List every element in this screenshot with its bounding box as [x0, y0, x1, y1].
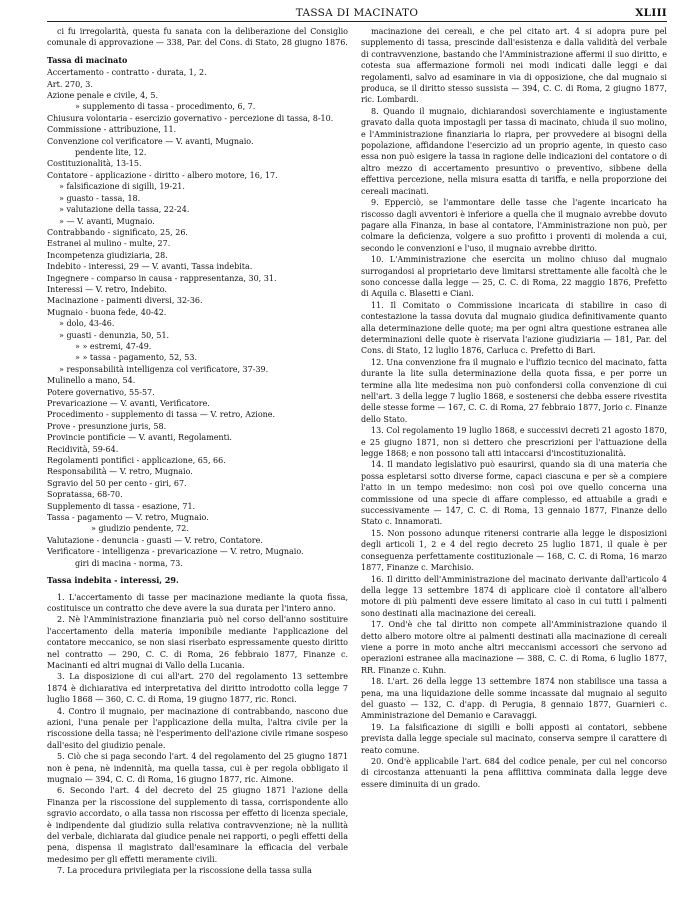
index-entry: Tassa - pagamento — V. retro, Mugnaio. [47, 513, 209, 523]
index-entry: Contrabbando - significato, 25, 26. [47, 227, 188, 237]
index-entry: Contatore - applicazione - diritto - albero motore, 16, 17. [47, 170, 278, 180]
index-entry: » valutazione della tassa, 22-24. [59, 205, 190, 215]
paragraph: 13. Col regolamento 19 luglio 1868, e successivi decreti 21 agosto 1870, e 25 giugno 1871, non si dettero che prescrizioni per l'attuazione della legge 1868; e non possono tali atti intaccarsi d'incostituzionalità. [361, 426, 667, 459]
index-entry: Mulinello a mano, 54. [47, 376, 136, 386]
left-paragraphs [47, 592, 348, 877]
index-entry: Commissione - attribuzione, 11. [47, 125, 177, 135]
index-entry: Ingegnere - comparso in causa - rappresentanza, 30, 31. [47, 273, 277, 283]
index-entry: Recidività, 59-64. [47, 444, 119, 454]
index-entry: Prove - presunzione juris, 58. [47, 421, 167, 431]
index-entry: Art. 270, 3. [47, 79, 93, 89]
running-title: TASSA DI MACINATO [295, 7, 419, 19]
index-entry: Mugnaio - buona fede, 40-42. [47, 307, 167, 317]
index-entry: Costituzionalità, 13-15. [47, 159, 142, 169]
index-entry: Azione penale e civile, 4, 5. [47, 91, 158, 101]
index-entry: giri di macina - norma, 73. [75, 558, 183, 568]
index-entry: » responsabilità intelligenza col verificatore, 37-39. [59, 364, 269, 374]
page-number: XLIII [635, 7, 667, 19]
index-entry: » » estremi, 47-49. [75, 341, 152, 351]
index-entry: Supplemento di tassa - esazione, 71. [47, 501, 196, 511]
paragraph: 3. La disposizione di cui all'art. 270 del regolamento 13 settembre 1874 è dichiarativa ed interpretativa del diritto introdotto colla legge 7 luglio 1868 — 360, C. C. di Roma, 19 giugno 1877, ric. Ronci. [47, 672, 348, 705]
subject-index [47, 67, 348, 569]
paragraph: 20. Ond'è applicabile l'art. 684 del codice penale, per cui nel concorso di circostanza attenuanti la pena afflittiva comminata dalla legge deve essere diminuita di un grado. [361, 757, 667, 789]
page-header [47, 6, 667, 22]
index-entry: Procedimento - supplemento di tassa — V. retro, Azione. [47, 410, 276, 420]
paragraph: 2. Nè l'Amministrazione finanziaria può nel corso dell'anno sostituire l'accertamento della materia imponibile mediante l'applicazione del contatore meccanico, se non siasi riserbato espressamente questo diritto nel contratto — 290, C. C. di Roma, 26 febbraio 1877, Finanze c. Macinanti ed altri mugnai di Vallo della Lucania. [47, 615, 348, 670]
right-column [361, 26, 667, 790]
index-entry: Convenzione col verificatore — V. avanti, Mugnaio. [47, 136, 254, 146]
index-entry: Regolamenti pontifici - applicazione, 65, 66. [47, 456, 226, 466]
paragraph: 5. Ciò che si paga secondo l'art. 4 del regolamento del 25 giugno 1871 non è pena, nè indennità, ma quella tassa, cui è per regola obbligato il mugnaio — 394, C. C. di Roma, 16 giugno 1877, ric. Aimone. [47, 752, 348, 784]
index-entry: Accertamento - contratto - durata, 1, 2. [47, 68, 207, 78]
paragraph: 8. Quando il mugnaio, dichiarandosi soverchiamente e ingiustamente gravato dalla quota impostagli per tassa di macinato, chiuda il suo molino, e l'Amministrazione finanziaria lo riapra, per provvedere ai bisogni della popolazione, affidandone l'esercizio ad un proprio agente, in questo caso essa non può esigere la tassa in ragione delle indicazioni del contatore o di altro mezzo di accertamento presuntivo o preventivo, sibbene della effettiva percezione, nella misura esatta di tariffa, e nella proporzione dei cereali macinati. [361, 106, 667, 196]
paragraph: macinazione dei cereali, e che pel citato art. 4 si adopra pure pel supplemento di tassa, prescinde dall'esistenza e dalla validità del verbale di contravvenzione, bastando che l'Amministrazione affermi il suo diritto, e cotesta sua affermazione formoli nei modi indicati dalle leggi e dai regolamenti, salvo ad esaminare in via di opposizione, che dal mugnaio si produca, se il diritto stesso sussista — 394, C. C. di Roma, 2 giugno 1877, ric. Lombardi. [361, 27, 667, 105]
index-entry: » — V. avanti, Mugnaio. [59, 216, 155, 226]
paragraph: 6. Secondo l'art. 4 del decreto del 25 giugno 1871 l'azione della Finanza per la riscossione del supplemento di tassa, corrispondente allo sgravio accordato, o alla tassa non riscossa per effetto di licenza speciale, è indipendente dal giudizio sulla relativa contravvenzione; nè la nullità del verbale, dichiarata dal giudice penale nei rapporti, o pegli effetti della pena, dispensa il magistrato dall'esaminare la efficacia del verbale medesimo per gli effetti meramente civili. [47, 786, 348, 864]
index-entry: Prevaricazione — V. avanti, Verificatore. [47, 399, 210, 408]
index-heading: Tassa di macinato [47, 54, 128, 65]
index-entry: » dolo, 43-46. [59, 319, 115, 329]
index-entry: Chiusura volontaria - esercizio governativo - percezione di tassa, 8-10. [47, 113, 334, 123]
left-column [47, 26, 348, 877]
index-entry: Potere governativo, 55-57. [47, 387, 155, 397]
intro-paragraph: ci fu irregolarità, questa fu sanata con la deliberazione del Consiglio comunale di approvazione — 338, Par. del Cons. di Stato, 28 giugno 1876. [47, 27, 348, 48]
paragraph: 15. Non possono adunque ritenersi contrarie alla legge le disposizioni degli articoli 1, 2 e 4 del regio decreto 25 luglio 1871, il quale è per conseguenza perfettamente costituzionale — 168, C. C. di Roma, 16 marzo 1877, Finanze c. Marchisio. [361, 528, 667, 573]
paragraph: 4. Contro il mugnaio, per macinazione di contrabbando, nascono due azioni, l'una penale per l'applicazione della multa, l'altra civile per la riscossione della tassa; nè l'esperimento dell'azione civile rimane sospeso dall'esito del giudizio penale. [47, 706, 348, 750]
index-entry: » » tassa - pagamento, 52, 53. [75, 353, 197, 363]
index-entry: » falsificazione di sigilli, 19-21. [59, 182, 185, 192]
index-heading-indebita: Tassa indebita - interessi, 29. [47, 575, 179, 586]
paragraph: 14. Il mandato legislativo può esaurirsi, quando sia di una materia che possa espletarsi sotto diverse forme, capaci ciascuna e per sè a compiere l'atto in un tempo medesimo: non così poi ove quello concerna una commissione od una specie di affare complesso, ed attuabile a gradi e successivamente — 147, C. C. di Roma, 13 gennaio 1877, Finanze dello Stato c. Innamorati. [361, 460, 667, 527]
paragraph: 7. La procedura privilegiata per la riscossione della tassa sulla [57, 866, 312, 876]
paragraph: 9. Epperciò, se l'ammontare delle tasse che l'agente incaricato ha riscosso dagli avventori è inferiore a quella che il mugnaio avrebbe dovuto pagare alla Finanza, in base al contatore, l'Amministrazione non può, per colmare la deficienza, volgere a suo profitto i proventi di molenda a cui, secondo le convenzioni e l'uso, il mugnaio avrebbe diritto. [361, 198, 667, 253]
index-entry: » guasti - denunzia, 50, 51. [59, 330, 170, 340]
index-entry: Estranei al mulino - multe, 27. [47, 239, 171, 249]
paragraph: 1. L'accertamento di tasse per macinazione mediante la quota fissa, costituisce un contratto che deve avere la sua durata per l'intero anno. [47, 592, 348, 613]
index-entry: Valutazione - denuncia - guasti — V. retro, Contatore. [47, 535, 263, 545]
index-entry: Responsabilità — V. retro, Mugnaio. [47, 467, 193, 477]
index-entry: » supplemento di tassa - procedimento, 6, 7. [75, 102, 256, 112]
header-rule [47, 21, 667, 22]
index-entry: Sgravio del 50 per cento - giri, 67. [47, 478, 187, 488]
index-entry: Sopratassa, 68-70. [47, 490, 123, 500]
index-entry: » guasto - tassa, 18. [59, 193, 141, 203]
paragraph: 19. La falsificazione di sigilli e bolli apposti ai contatori, sebbene prevista dalla legge speciale sul macinato, conserva sempre il carattere di reato comune. [361, 722, 667, 755]
index-entry: Verificatore - intelligenza - prevaricazione — V. retro, Mugnaio. [47, 547, 304, 557]
index-entry: » giudizio pendente, 72. [91, 524, 189, 534]
index-entry: Indebito - interessi, 29 — V. avanti, Tassa indebita. [47, 262, 253, 272]
paragraph: 17. Ond'è che tal diritto non compete all'Amministrazione quando il detto albero motore oltre ai palmenti destinati alla macinazione di cereali viene a porre in moto anche altri meccanismi accessori che servono ad operazioni estranee alla macinazione — 388, C. C. di Roma, 6 luglio 1877, RR. Finanze c. Kuhn. [361, 620, 667, 675]
paragraph: 16. Il diritto dell'Amministrazione del macinato derivante dall'articolo 4 della legge 13 settembre 1874 di applicare cioè il contatore all'albero motore di più palmenti deve essere limitato al caso in cui tutti i palmenti sono destinati alla macinazione dei cereali. [361, 574, 667, 618]
index-entry: Incompetenza giudiziaria, 28. [47, 250, 168, 260]
paragraph: 10. L'Amministrazione che esercita un molino chiuso dal mugnaio surrogandosi al proprietario deve limitarsi strettamente alle facoltà che le sono concesse dalla legge — 25, C. C. di Roma, 22 maggio 1876, Prefetto di Aquila c. Blasetti e Ciani. [361, 255, 667, 299]
paragraph: 11. Il Comitato o Commissione incaricata di stabilire in caso di contestazione la tassa dovuta dal mugnaio giudica definitivamente quanto alla determinazione delle quote; ma per ogni altra questione estranea alle determinazioni delle quote è riservata l'azione giudiziaria — 181, Par. del Cons. di Stato, 12 luglio 1876, Carluca c. Prefetto di Bari. [361, 300, 667, 356]
index-entry: Provincie pontificie — V. avanti, Regolamenti. [47, 433, 232, 443]
right-paragraphs [361, 26, 667, 790]
index-entry: pendente lite, 12. [75, 148, 147, 158]
index-entry: Macinazione - paimenti diversi, 32-36. [47, 296, 203, 306]
paragraph: 18. L'art. 26 della legge 13 settembre 1874 non stabilisce una tassa a pena, ma una liquidazione delle somme incassate dal mugnaio al seguito del guasto — 132, C. d'app. di Perugia, 8 gennaio 1877, Guarnieri c. Amministrazione del Demanio e Caravaggi. [361, 677, 667, 721]
index-entry: Interessi — V. retro, Indebito. [47, 284, 167, 294]
paragraph: 12. Una convenzione fra il mugnaio e l'uffizio tecnico del macinato, fatta durante la lite sulla determinazione della quota fissa, e per porre un termine alla lite medesima non può confondersi colla convenzione di cui nell'art. 3 della legge 7 luglio 1868, e sostenersi che debba essere rivestita delle stesse forme — 167, C. C. di Roma, 27 febbraio 1877, Jorio c. Finanze dello Stato. [361, 357, 667, 424]
